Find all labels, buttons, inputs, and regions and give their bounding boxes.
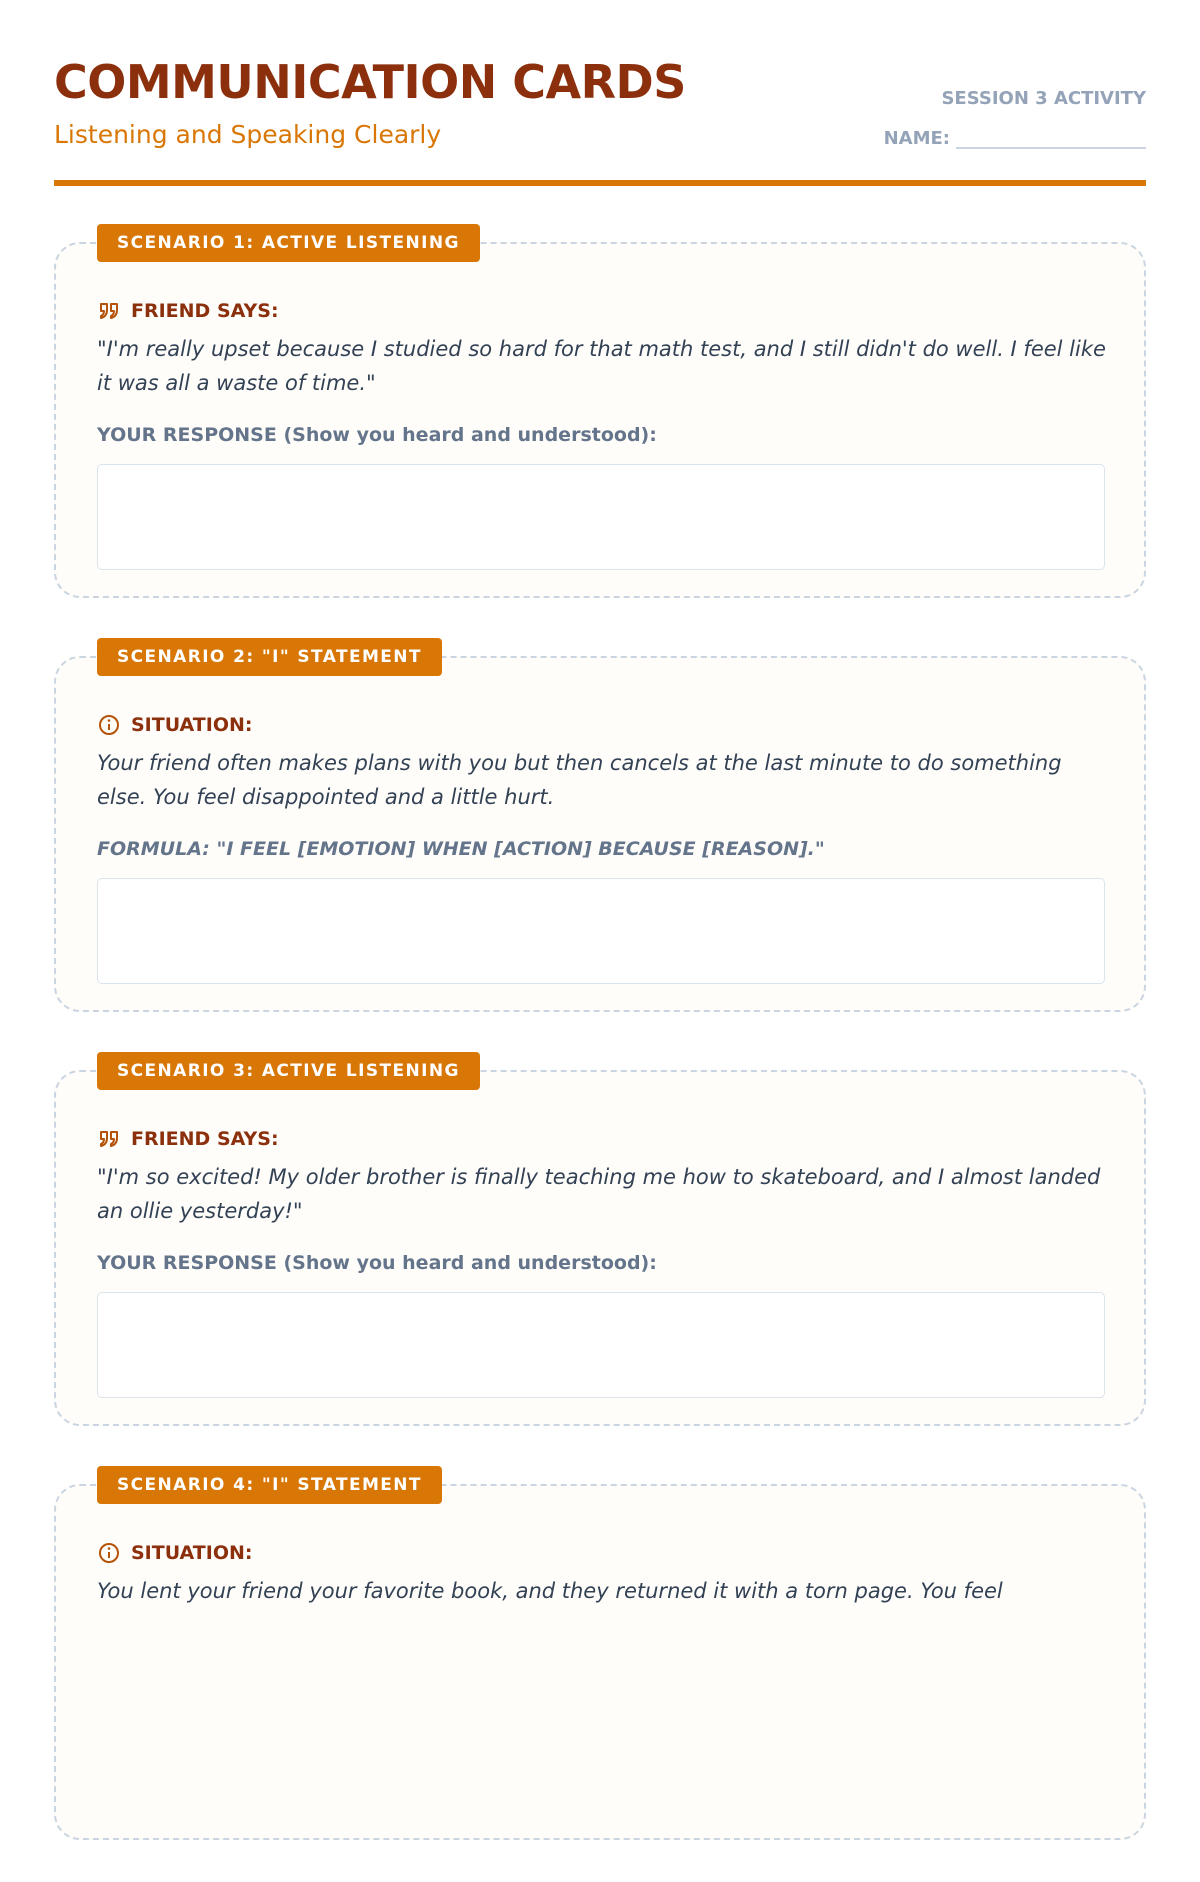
card-frame (54, 1484, 1146, 1840)
prompt-label: SITUATION: (131, 714, 253, 736)
prompt-label: FRIEND SAYS: (131, 300, 279, 322)
scenario-card-2 (54, 640, 1146, 1012)
info-icon-svg (98, 1542, 120, 1564)
scenario-text: You lent your friend your favorite book, and they returned it with a torn page. You feel (97, 1579, 1003, 1603)
scenario-text: "I'm so excited! My older brother is finally teaching me how to skateboard, and I almost landed an ollie yesterday!" (97, 1165, 1101, 1223)
name-label: NAME: (883, 128, 950, 149)
name-field[interactable] (884, 127, 1146, 149)
scenario-text: Your friend often makes plans with you but then cancels at the last minute to do something else. You feel disappointed and a little hurt. (97, 751, 1062, 809)
prompt-label: FRIEND SAYS: (131, 1128, 279, 1150)
name-input-line[interactable] (956, 127, 1146, 149)
info-icon (97, 1541, 121, 1565)
prompt-label-row (97, 713, 252, 737)
quote-icon-svg (99, 302, 119, 320)
info-icon (97, 713, 121, 737)
formula-instruction: FORMULA: "I FEEL [EMOTION] WHEN [ACTION] BECAUSE [REASON]." (97, 838, 825, 860)
scenario-tag: SCENARIO 3: ACTIVE LISTENING (97, 1052, 480, 1090)
response-instruction: YOUR RESPONSE (Show you heard and understood): (97, 1252, 657, 1274)
page-title: COMMUNICATION CARDS (54, 55, 686, 109)
quote-icon (97, 299, 121, 323)
scenario-card-1 (54, 226, 1146, 598)
info-icon-svg (98, 714, 120, 736)
quote-icon-svg (99, 1130, 119, 1148)
quote-icon (97, 1127, 121, 1151)
scenario-cards (54, 226, 1146, 1882)
response-textarea[interactable] (97, 464, 1105, 570)
scenario-tag: SCENARIO 2: "I" STATEMENT (97, 638, 442, 676)
scenario-text: "I'm really upset because I studied so hard for that math test, and I still didn't do well. I feel like it was all a waste of time." (97, 337, 1106, 395)
prompt-label-row (97, 1127, 279, 1151)
prompt-label-row (97, 299, 279, 323)
page-subtitle: Listening and Speaking Clearly (54, 120, 442, 149)
scenario-card-3 (54, 1054, 1146, 1426)
scenario-tag: SCENARIO 4: "I" STATEMENT (97, 1466, 442, 1504)
session-label: SESSION 3 ACTIVITY (941, 88, 1146, 109)
prompt-label: SITUATION: (131, 1542, 253, 1564)
page-header (54, 54, 1146, 186)
scenario-card-4 (54, 1468, 1146, 1840)
response-textarea[interactable] (97, 1292, 1105, 1398)
response-instruction: YOUR RESPONSE (Show you heard and understood): (97, 424, 657, 446)
response-textarea[interactable] (97, 878, 1105, 984)
prompt-label-row (97, 1541, 252, 1565)
scenario-tag: SCENARIO 1: ACTIVE LISTENING (97, 224, 480, 262)
